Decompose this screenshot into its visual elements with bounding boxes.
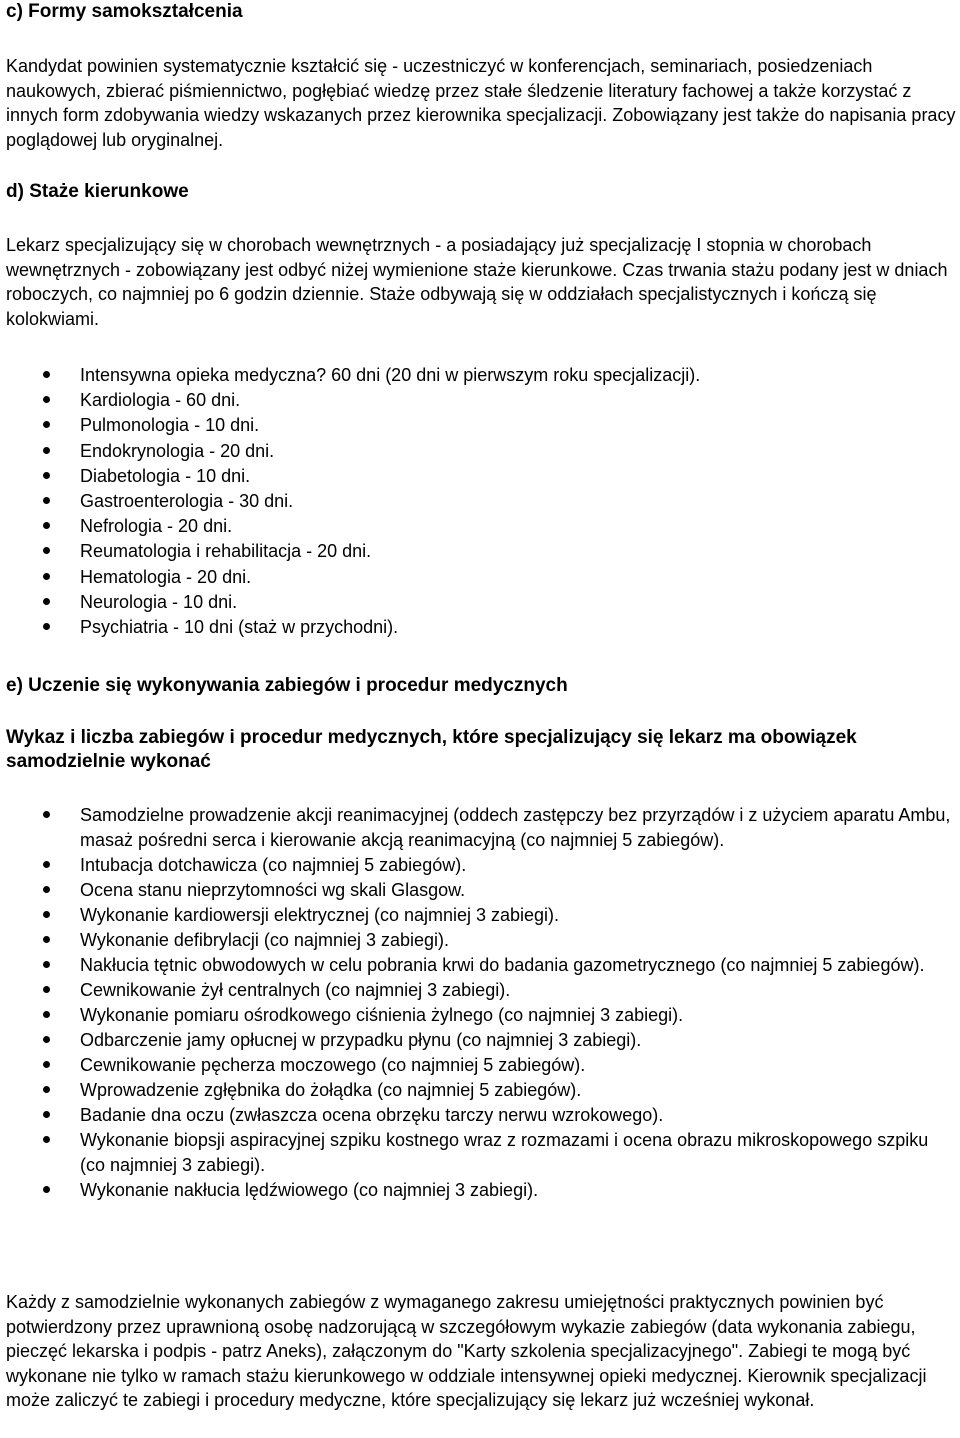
list-item: Nakłucia tętnic obwodowych w celu pobrania krwi do badania gazometrycznego (co najmniej 5 zabiegów).: [6, 953, 956, 978]
section-d-paragraph: Lekarz specjalizujący się w chorobach wewnętrznych - a posiadający już specjalizację I stopnia w chorobach wewnętrznych - zobowiązany jest odbyć niżej wymienione staże kierunkowe. Czas trwania stażu podany jest w dniach roboczych, co najmniej po 6 godzin dziennie. Staże odbywają się w oddziałach specjalistycznych i kończą się kolokwiami.: [6, 235, 948, 329]
list-item: Intensywna opieka medyczna? 60 dni (20 dni w pierwszym roku specjalizacji).: [6, 363, 956, 388]
list-item: Wykonanie biopsji aspiracyjnej szpiku kostnego wraz z rozmazami i ocena obrazu mikroskopowego szpiku (co najmniej 3 zabiegi).: [6, 1128, 956, 1178]
section-c-heading: c) Formy samokształcenia: [6, 1, 243, 22]
list-item: Kardiologia - 60 dni.: [6, 388, 956, 413]
list-item: Hematologia - 20 dni.: [6, 565, 956, 590]
list-item: Nefrologia - 20 dni.: [6, 514, 956, 539]
list-item: Wykonanie kardiowersji elektrycznej (co najmniej 3 zabiegi).: [6, 903, 956, 928]
section-d-heading: d) Staże kierunkowe: [6, 181, 189, 202]
list-item: Wykonanie defibrylacji (co najmniej 3 zabiegi).: [6, 928, 956, 953]
section-e-closing-paragraph: Każdy z samodzielnie wykonanych zabiegów z wymaganego zakresu umiejętności praktycznych powinien być potwierdzony przez uprawnioną osobę nadzorującą w szczegółowym wykazie zabiegów (data wykonania zabiegu, pieczęć lekarska i podpis - patrz Aneks), załączonym do "Karty szkolenia specjalizacyjnego". Zabiegi te mogą być wykonane nie tylko w ramach stażu kierunkowego w oddziale intensywnej opieki medycznej. Kierownik specjalizacji może zaliczyć te zabiegi i procedury medyczne, które specjalizujący się lekarz już wcześniej wykonał.: [6, 1292, 927, 1410]
list-item: Intubacja dotchawicza (co najmniej 5 zabiegów).: [6, 853, 956, 878]
list-item: Reumatologia i rehabilitacja - 20 dni.: [6, 539, 956, 564]
list-item: Diabetologia - 10 dni.: [6, 464, 956, 489]
list-item: Cewnikowanie żył centralnych (co najmniej 3 zabiegi).: [6, 978, 956, 1003]
list-item: Endokrynologia - 20 dni.: [6, 439, 956, 464]
procedures-list: [6, 803, 956, 1203]
list-item: Badanie dna oczu (zwłaszcza ocena obrzęku tarczy nerwu wzrokowego).: [6, 1103, 956, 1128]
list-item: Psychiatria - 10 dni (staż w przychodni).: [6, 615, 956, 640]
list-item: Cewnikowanie pęcherza moczowego (co najmniej 5 zabiegów).: [6, 1053, 956, 1078]
list-item: Wprowadzenie zgłębnika do żołądka (co najmniej 5 zabiegów).: [6, 1078, 956, 1103]
list-item: Gastroenterologia - 30 dni.: [6, 489, 956, 514]
section-e-subheading: Wykaz i liczba zabiegów i procedur medycznych, które specjalizujący się lekarz ma obowiązek samodzielnie wykonać: [6, 727, 857, 772]
internships-list: [6, 363, 956, 640]
section-e-heading: e) Uczenie się wykonywania zabiegów i procedur medycznych: [6, 675, 568, 696]
list-item: Neurologia - 10 dni.: [6, 590, 956, 615]
section-c-paragraph: Kandydat powinien systematycznie kształcić się - uczestniczyć w konferencjach, seminariach, posiedzeniach naukowych, zbierać piśmiennictwo, pogłębiać wiedzę przez stałe śledzenie literatury fachowej a także korzystać z innych form zdobywania wiedzy wskazanych przez kierownika specjalizacji. Zobowiązany jest także do napisania pracy poglądowej lub oryginalnej.: [6, 56, 956, 150]
list-item: Wykonanie nakłucia lędźwiowego (co najmniej 3 zabiegi).: [6, 1178, 956, 1203]
list-item: Odbarczenie jamy opłucnej w przypadku płynu (co najmniej 3 zabiegi).: [6, 1028, 956, 1053]
list-item: Wykonanie pomiaru ośrodkowego ciśnienia żylnego (co najmniej 3 zabiegi).: [6, 1003, 956, 1028]
list-item: Samodzielne prowadzenie akcji reanimacyjnej (oddech zastępczy bez przyrządów i z użyciem aparatu Ambu, masaż pośredni serca i kierowanie akcją reanimacyjną (co najmniej 5 zabiegów).: [6, 803, 956, 853]
list-item: Ocena stanu nieprzytomności wg skali Glasgow.: [6, 878, 956, 903]
list-item: Pulmonologia - 10 dni.: [6, 413, 956, 438]
